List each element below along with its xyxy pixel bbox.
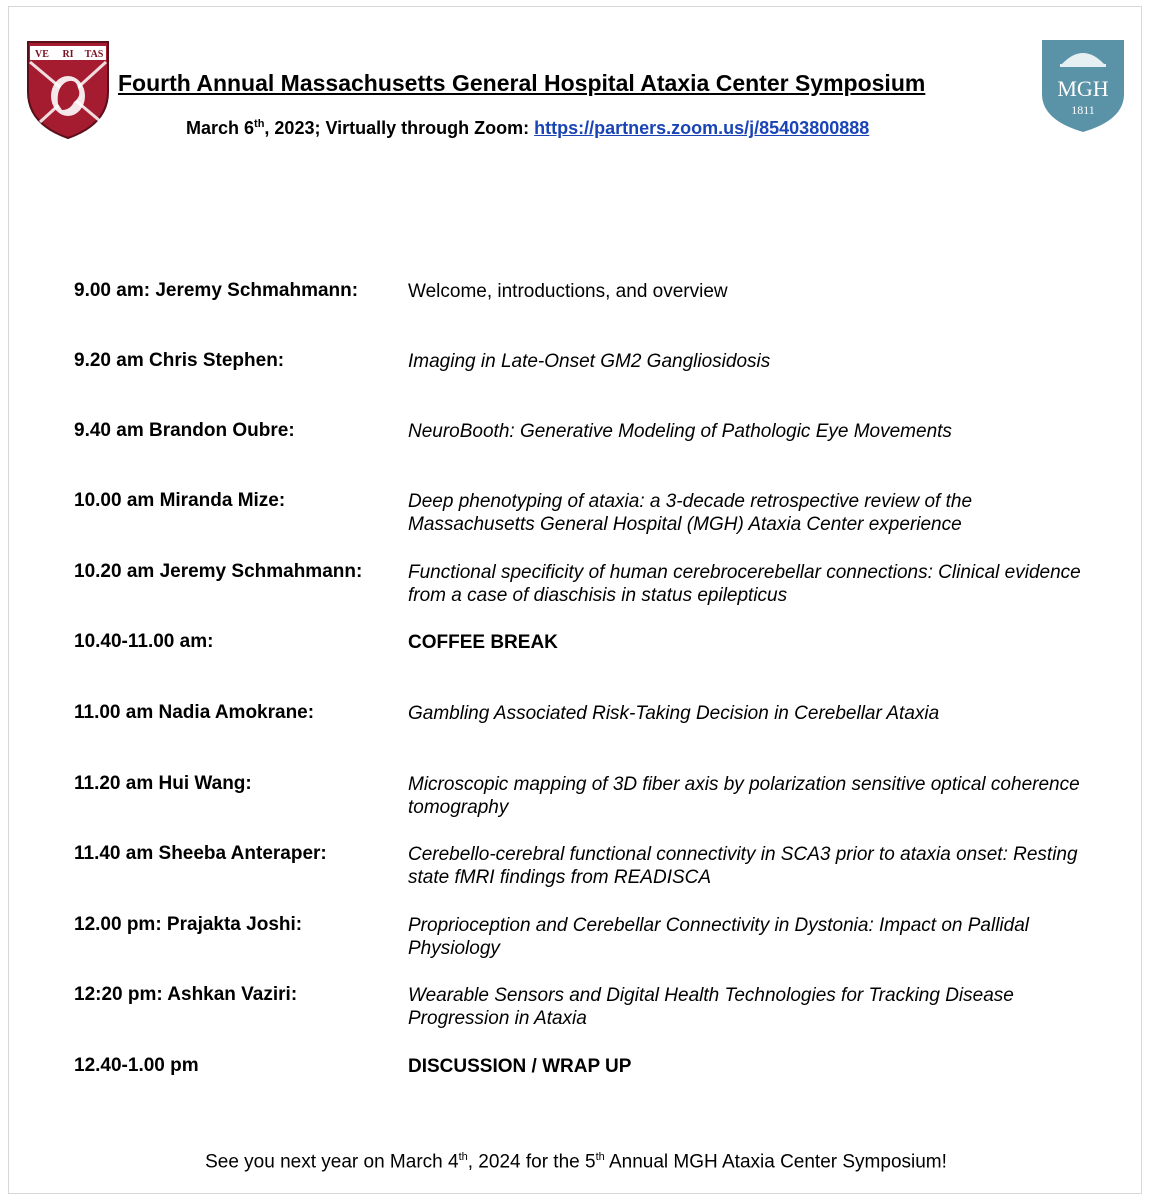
schedule-talk: Wearable Sensors and Digital Health Technologies for Tracking Disease Progression in Ataxia xyxy=(408,985,1014,1029)
harvard-motto-2: RI xyxy=(62,49,74,60)
harvard-shield-icon xyxy=(26,40,110,140)
event-date-prefix: March 6 xyxy=(186,118,255,138)
mgh-logo-name: MGH xyxy=(1057,76,1109,101)
schedule-speaker: 11.40 am Sheeba Anteraper: xyxy=(74,843,327,864)
harvard-motto-1: VE xyxy=(35,49,49,60)
schedule-talk: Proprioception and Cerebellar Connectivity in Dystonia: Impact on Pallidal Physiology xyxy=(408,915,1029,959)
schedule-speaker: 9.40 am Brandon Oubre: xyxy=(74,420,295,441)
schedule-talk: NeuroBooth: Generative Modeling of Pathologic Eye Movements xyxy=(408,421,952,442)
harvard-motto-3: TAS xyxy=(84,49,104,60)
schedule-talk: Welcome, introductions, and overview xyxy=(408,281,728,302)
schedule-talk: Imaging in Late-Onset GM2 Gangliosidosis xyxy=(408,351,771,372)
schedule-speaker: 12.00 pm: Prajakta Joshi: xyxy=(74,914,303,935)
schedule-talk: Gambling Associated Risk-Taking Decision in Cerebellar Ataxia xyxy=(408,703,940,724)
event-date-line xyxy=(186,118,986,139)
mgh-logo-year: 1811 xyxy=(1071,103,1095,117)
schedule-speaker: 12.40-1.00 pm xyxy=(74,1055,199,1076)
event-date-suffix: , 2023; Virtually through Zoom: xyxy=(264,118,535,138)
schedule-speaker: 10.40-11.00 am: xyxy=(74,631,214,652)
schedule-speaker: 9.00 am: Jeremy Schmahmann: xyxy=(74,280,359,301)
schedule-speaker: 11.20 am Hui Wang: xyxy=(74,773,252,794)
schedule-talk: DISCUSSION / WRAP UP xyxy=(408,1056,632,1077)
footer-part-3: Annual MGH Ataxia Center Symposium! xyxy=(604,1151,947,1173)
mgh-shield-icon xyxy=(1040,38,1126,134)
schedule-talk: Cerebello-cerebral functional connectivity in SCA3 prior to ataxia onset: Resting state fMRI findings from READISCA xyxy=(408,844,1078,888)
footer-note xyxy=(0,1151,1152,1173)
footer-part-1: See you next year on March 4 xyxy=(205,1151,459,1173)
schedule-speaker: 11.00 am Nadia Amokrane: xyxy=(74,702,315,723)
schedule-talk: COFFEE BREAK xyxy=(408,632,558,653)
schedule-speaker: 9.20 am Chris Stephen: xyxy=(74,350,285,371)
zoom-link[interactable]: https://partners.zoom.us/j/85403800888 xyxy=(534,118,870,138)
footer-sup-2: th xyxy=(595,1151,605,1163)
schedule-speaker: 10.20 am Jeremy Schmahmann: xyxy=(74,561,363,582)
footer-sup-1: th xyxy=(458,1151,468,1163)
footer-part-2: , 2024 for the 5 xyxy=(467,1151,596,1173)
schedule-talk: Deep phenotyping of ataxia: a 3-decade retrospective review of the Massachusetts General Hospital (MGH) Ataxia Center experience xyxy=(408,491,973,535)
schedule-speaker: 12:20 pm: Ashkan Vaziri: xyxy=(74,984,298,1005)
page-title: Fourth Annual Massachusetts General Hospital Ataxia Center Symposium xyxy=(118,70,926,96)
schedule-talk: Functional specificity of human cerebrocerebellar connections: Clinical evidence from a case of diaschisis in status epilepticus xyxy=(408,562,1081,606)
schedule-speaker: 10.00 am Miranda Mize: xyxy=(74,490,286,511)
event-date-sup: th xyxy=(254,118,265,130)
schedule-talk: Microscopic mapping of 3D fiber axis by polarization sensitive optical coherence tomography xyxy=(408,774,1080,818)
